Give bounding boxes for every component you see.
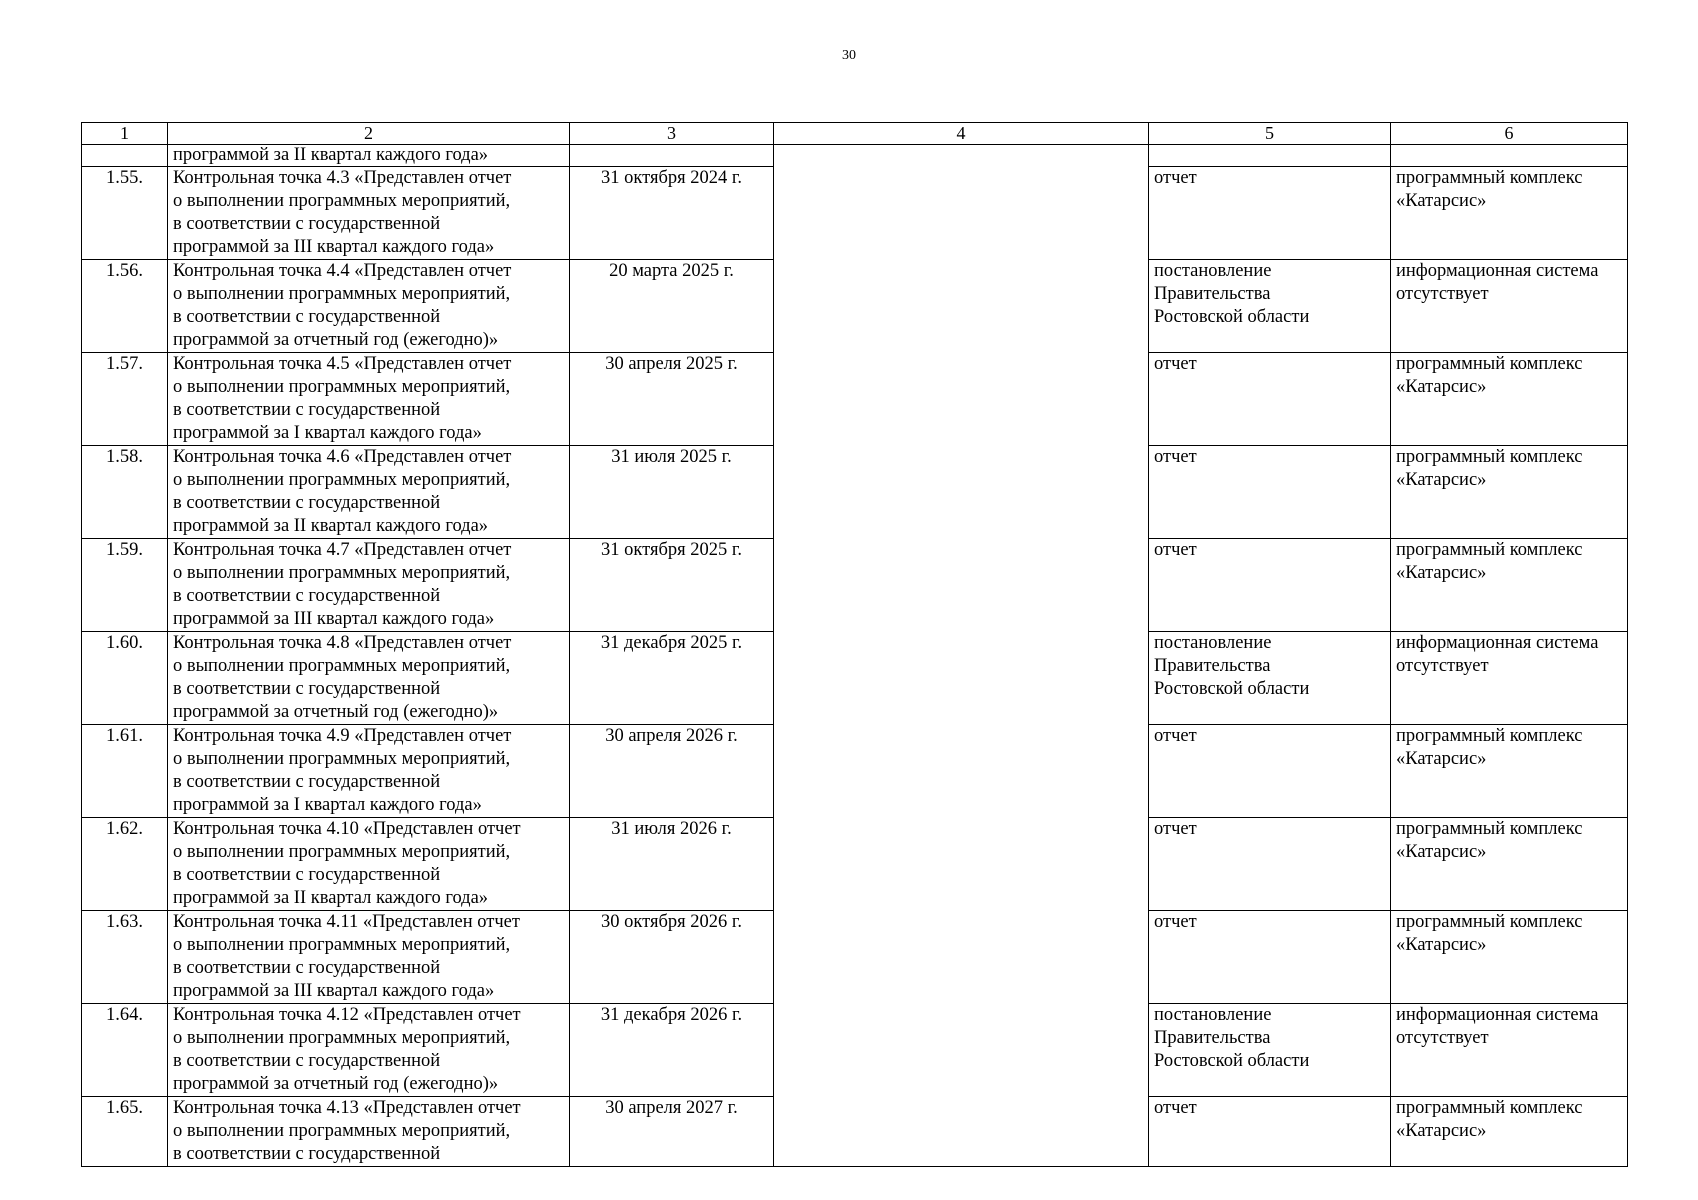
- description-line: программой за III квартал каждого года»: [173, 981, 495, 1001]
- description-line: Контрольная точка 4.4 «Представлен отчет: [173, 261, 512, 281]
- description-line: программой за III квартал каждого года»: [173, 609, 495, 629]
- cell-description: [168, 260, 570, 353]
- description-line: программой за I квартал каждого года»: [173, 423, 482, 443]
- cell-document: [1149, 167, 1391, 260]
- column-header: 5: [1149, 123, 1391, 145]
- system-line: программный комплекс: [1396, 447, 1583, 467]
- description-line: Контрольная точка 4.6 «Представлен отчет: [173, 447, 512, 467]
- document-line: отчет: [1154, 168, 1197, 188]
- column-header: 6: [1391, 123, 1628, 145]
- document-line: отчет: [1154, 540, 1197, 560]
- description-line: о выполнении программных мероприятий,: [173, 563, 511, 583]
- system-line: «Катарсис»: [1396, 470, 1487, 490]
- description-line: программой за отчетный год (ежегодно)»: [173, 1074, 499, 1094]
- cell-date: 31 декабря 2026 г.: [570, 1004, 774, 1097]
- cell-system: [1391, 911, 1628, 1004]
- description-line: Контрольная точка 4.5 «Представлен отчет: [173, 354, 512, 374]
- cell-document: [1149, 446, 1391, 539]
- description-line: Контрольная точка 4.12 «Представлен отчет: [173, 1005, 521, 1025]
- document-line: постановление: [1154, 261, 1272, 281]
- cell-number: 1.63.: [82, 911, 168, 1004]
- cell-number: 1.59.: [82, 539, 168, 632]
- cell-description: [168, 353, 570, 446]
- cell-document: [1149, 1097, 1391, 1167]
- document-line: Ростовской области: [1154, 679, 1310, 699]
- document-line: отчет: [1154, 447, 1197, 467]
- description-line: программой за отчетный год (ежегодно)»: [173, 330, 499, 350]
- document-line: отчет: [1154, 1098, 1197, 1118]
- continuation-row: [82, 145, 1628, 167]
- description-line: в соответствии с государственной: [173, 865, 441, 885]
- column-header: 3: [570, 123, 774, 145]
- cell-description: программой за II квартал каждого года»: [168, 145, 570, 167]
- cell-description: [168, 167, 570, 260]
- description-line: Контрольная точка 4.10 «Представлен отчет: [173, 819, 521, 839]
- description-line: в соответствии с государственной: [173, 1051, 441, 1071]
- system-line: программный комплекс: [1396, 1098, 1583, 1118]
- system-line: программный комплекс: [1396, 912, 1583, 932]
- cell-number: 1.65.: [82, 1097, 168, 1167]
- description-line: в соответствии с государственной: [173, 679, 441, 699]
- document-line: отчет: [1154, 819, 1197, 839]
- cell-date: 31 июля 2025 г.: [570, 446, 774, 539]
- cell-date: 31 декабря 2025 г.: [570, 632, 774, 725]
- cell-document: [1149, 818, 1391, 911]
- system-line: программный комплекс: [1396, 819, 1583, 839]
- cell-system: [1391, 818, 1628, 911]
- document-line: отчет: [1154, 354, 1197, 374]
- cell-number: 1.60.: [82, 632, 168, 725]
- cell-number: 1.64.: [82, 1004, 168, 1097]
- description-line: Контрольная точка 4.11 «Представлен отчет: [173, 912, 520, 932]
- cell-number: 1.56.: [82, 260, 168, 353]
- description-line: в соответствии с государственной: [173, 307, 441, 327]
- description-line: о выполнении программных мероприятий,: [173, 284, 511, 304]
- cell-system: [1391, 353, 1628, 446]
- cell-number: 1.62.: [82, 818, 168, 911]
- description-line: о выполнении программных мероприятий,: [173, 935, 511, 955]
- document-line: отчет: [1154, 726, 1197, 746]
- system-line: программный комплекс: [1396, 540, 1583, 560]
- document-line: Правительства: [1154, 656, 1271, 676]
- cell-system: [1391, 539, 1628, 632]
- cell-description: [168, 632, 570, 725]
- description-line: в соответствии с государственной: [173, 400, 441, 420]
- control-points-table: [81, 122, 1628, 1167]
- cell-responsible: [774, 145, 1149, 1167]
- description-line: о выполнении программных мероприятий,: [173, 749, 511, 769]
- system-line: «Катарсис»: [1396, 935, 1487, 955]
- description-line: программой за III квартал каждого года»: [173, 237, 495, 257]
- document-line: отчет: [1154, 912, 1197, 932]
- description-line: в соответствии с государственной: [173, 772, 441, 792]
- description-line: программой за отчетный год (ежегодно)»: [173, 702, 499, 722]
- cell-system: [1391, 1097, 1628, 1167]
- description-line: программой за II квартал каждого года»: [173, 516, 489, 536]
- cell-number: [82, 145, 168, 167]
- system-line: «Катарсис»: [1396, 377, 1487, 397]
- description-line: Контрольная точка 4.13 «Представлен отчет: [173, 1098, 521, 1118]
- description-line: в соответствии с государственной: [173, 214, 441, 234]
- cell-system: [1391, 446, 1628, 539]
- description-line: Контрольная точка 4.8 «Представлен отчет: [173, 633, 512, 653]
- description-line: о выполнении программных мероприятий,: [173, 377, 511, 397]
- column-header: 2: [168, 123, 570, 145]
- system-line: информационная система: [1396, 633, 1599, 653]
- description-line: о выполнении программных мероприятий,: [173, 1028, 511, 1048]
- description-line: в соответствии с государственной: [173, 1144, 441, 1164]
- cell-number: 1.61.: [82, 725, 168, 818]
- cell-document: [1149, 353, 1391, 446]
- description-line: в соответствии с государственной: [173, 958, 441, 978]
- cell-system: [1391, 632, 1628, 725]
- column-header: 4: [774, 123, 1149, 145]
- column-header: 1: [82, 123, 168, 145]
- system-line: отсутствует: [1396, 1028, 1489, 1048]
- cell-description: [168, 539, 570, 632]
- system-line: «Катарсис»: [1396, 1121, 1487, 1141]
- system-line: «Катарсис»: [1396, 563, 1487, 583]
- cell-number: 1.55.: [82, 167, 168, 260]
- cell-document: [1149, 632, 1391, 725]
- cell-document: [1149, 260, 1391, 353]
- table-header-row: [82, 123, 1628, 145]
- cell-date: 30 апреля 2027 г.: [570, 1097, 774, 1167]
- cell-date: 31 октября 2025 г.: [570, 539, 774, 632]
- system-line: «Катарсис»: [1396, 842, 1487, 862]
- cell-date: 30 апреля 2026 г.: [570, 725, 774, 818]
- document-line: Правительства: [1154, 284, 1271, 304]
- system-line: отсутствует: [1396, 284, 1489, 304]
- cell-system: [1391, 145, 1628, 167]
- cell-system: [1391, 167, 1628, 260]
- document-line: Ростовской области: [1154, 307, 1310, 327]
- system-line: информационная система: [1396, 261, 1599, 281]
- cell-date: 30 октября 2026 г.: [570, 911, 774, 1004]
- system-line: отсутствует: [1396, 656, 1489, 676]
- document-line: Правительства: [1154, 1028, 1271, 1048]
- description-line: программой за II квартал каждого года»: [173, 888, 489, 908]
- description-line: Контрольная точка 4.3 «Представлен отчет: [173, 168, 512, 188]
- system-line: программный комплекс: [1396, 726, 1583, 746]
- cell-description: [168, 1097, 570, 1167]
- cell-document: [1149, 1004, 1391, 1097]
- cell-description: [168, 818, 570, 911]
- cell-date: 31 июля 2026 г.: [570, 818, 774, 911]
- cell-date: 30 апреля 2025 г.: [570, 353, 774, 446]
- cell-description: [168, 911, 570, 1004]
- description-line: Контрольная точка 4.7 «Представлен отчет: [173, 540, 512, 560]
- description-line: в соответствии с государственной: [173, 493, 441, 513]
- cell-system: [1391, 725, 1628, 818]
- description-line: программой за I квартал каждого года»: [173, 795, 482, 815]
- description-line: о выполнении программных мероприятий,: [173, 1121, 511, 1141]
- description-line: о выполнении программных мероприятий,: [173, 656, 511, 676]
- cell-date: 31 октября 2024 г.: [570, 167, 774, 260]
- cell-document: [1149, 539, 1391, 632]
- system-line: «Катарсис»: [1396, 749, 1487, 769]
- cell-document: [1149, 725, 1391, 818]
- cell-document: [1149, 911, 1391, 1004]
- cell-date: [570, 145, 774, 167]
- cell-date: 20 марта 2025 г.: [570, 260, 774, 353]
- cell-system: [1391, 260, 1628, 353]
- cell-description: [168, 725, 570, 818]
- system-line: «Катарсис»: [1396, 191, 1487, 211]
- description-line: о выполнении программных мероприятий,: [173, 842, 511, 862]
- document-line: Ростовской области: [1154, 1051, 1310, 1071]
- cell-number: 1.58.: [82, 446, 168, 539]
- cell-number: 1.57.: [82, 353, 168, 446]
- system-line: программный комплекс: [1396, 168, 1583, 188]
- system-line: программный комплекс: [1396, 354, 1583, 374]
- page-number: 30: [842, 48, 856, 63]
- cell-description: [168, 1004, 570, 1097]
- cell-system: [1391, 1004, 1628, 1097]
- system-line: информационная система: [1396, 1005, 1599, 1025]
- description-line: в соответствии с государственной: [173, 586, 441, 606]
- description-line: Контрольная точка 4.9 «Представлен отчет: [173, 726, 512, 746]
- cell-document: [1149, 145, 1391, 167]
- description-line: о выполнении программных мероприятий,: [173, 470, 511, 490]
- document-line: постановление: [1154, 1005, 1272, 1025]
- document-line: постановление: [1154, 633, 1272, 653]
- description-line: о выполнении программных мероприятий,: [173, 191, 511, 211]
- cell-description: [168, 446, 570, 539]
